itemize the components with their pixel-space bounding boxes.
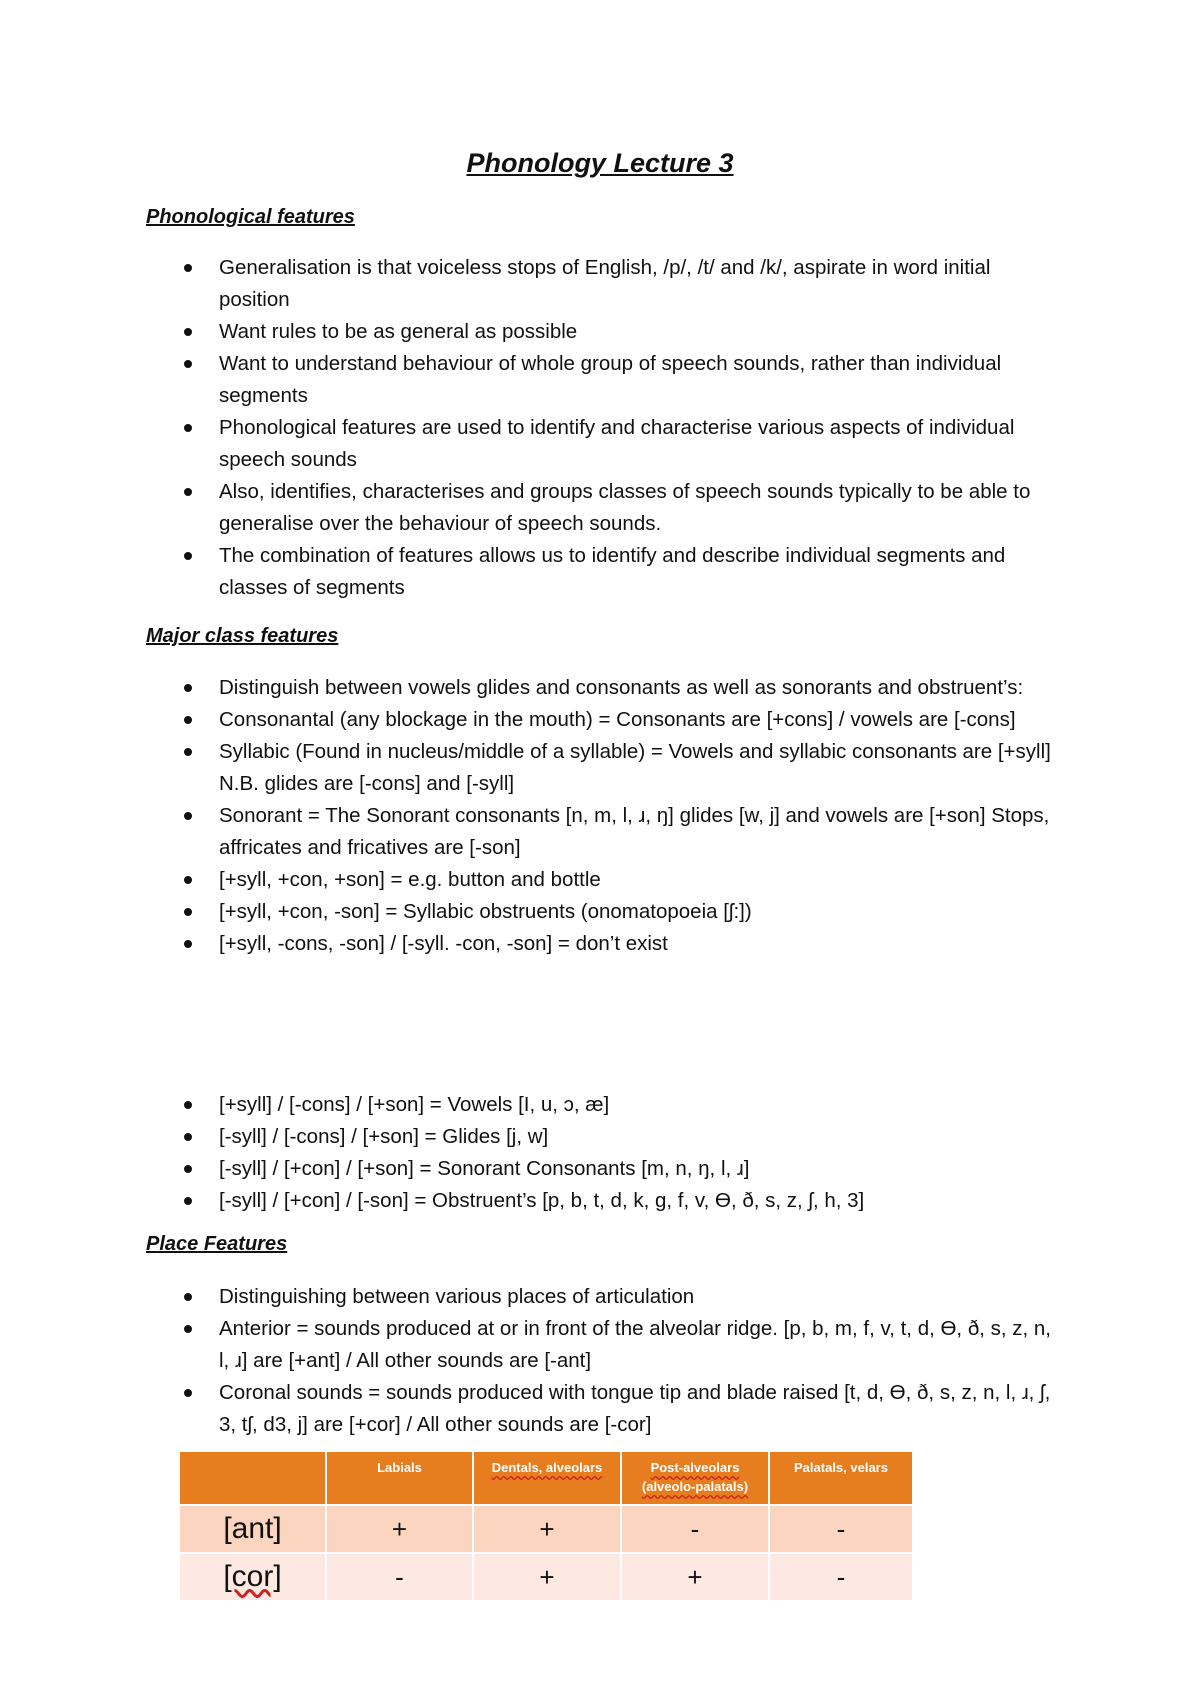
list-item: Generalisation is that voiceless stops of English, /p/, /t/ and /k/, aspirate in word initial position xyxy=(0,252,1200,316)
table-cell: + xyxy=(473,1505,621,1553)
list-item: Phonological features are used to identify and characterise various aspects of individual speech sounds xyxy=(0,412,1200,476)
list-item: Distinguish between vowels glides and consonants as well as sonorants and obstruent’s: xyxy=(0,672,1200,704)
section-heading-phonological-features: Phonological features xyxy=(146,206,355,228)
section-heading-major-class-features: Major class features xyxy=(146,625,339,647)
table-row-label: [ant] xyxy=(180,1505,326,1553)
list-item: [-syll] / [+con] / [-son] = Obstruent’s [p, b, t, d, k, g, f, v, ϴ, ð, s, z, ʃ, h, 3] xyxy=(0,1185,1200,1217)
list-item: Consonantal (any blockage in the mouth) = Consonants are [+cons] / vowels are [-cons] xyxy=(0,704,1200,736)
table-header-cell xyxy=(473,1452,621,1505)
table-cell: - xyxy=(621,1505,769,1553)
place-features-table xyxy=(180,1452,914,1600)
table-cell: - xyxy=(769,1505,913,1553)
table-header-cell xyxy=(180,1452,326,1505)
table-header-cell xyxy=(621,1452,769,1505)
list-item: [+syll, +con, -son] = Syllabic obstruents (onomatopoeia [ʃ:]) xyxy=(0,896,1200,928)
page-title: Phonology Lecture 3 xyxy=(466,148,734,178)
list-item: Want to understand behaviour of whole group of speech sounds, rather than individual segments xyxy=(0,348,1200,412)
table-cell: + xyxy=(473,1553,621,1600)
feature-class-list xyxy=(0,1089,1200,1217)
list-item: [-syll] / [+con] / [+son] = Sonorant Consonants [m, n, ŋ, l, ɹ] xyxy=(0,1153,1200,1185)
table-header-text: Post-alveolars (alveolo-palatals) xyxy=(641,1460,749,1494)
list-item: Distinguishing between various places of articulation xyxy=(0,1281,1200,1313)
table-row-label-text: [cor] xyxy=(223,1560,282,1593)
list-item: Also, identifies, characterises and groups classes of speech sounds typically to be able to generalise over the behaviour of speech sounds. xyxy=(0,476,1200,540)
table-header-cell: Labials xyxy=(326,1452,473,1505)
list-item: Coronal sounds = sounds produced with tongue tip and blade raised [t, d, ϴ, ð, s, z, n, l, ɹ, ʃ, 3, tʃ, d3, j] are [+cor] / All other sounds are [-cor] xyxy=(0,1377,1200,1441)
list-item: [-syll] / [-cons] / [+son] = Glides [j, w] xyxy=(0,1121,1200,1153)
phonological-features-list xyxy=(0,252,1200,604)
section-heading-place-features: Place Features xyxy=(146,1233,288,1255)
table-cell: - xyxy=(326,1553,473,1600)
table-header-row xyxy=(180,1452,913,1505)
list-item: Want rules to be as general as possible xyxy=(0,316,1200,348)
table-header-cell: Palatals, velars xyxy=(769,1452,913,1505)
table-cell: - xyxy=(769,1553,913,1600)
table-row xyxy=(180,1505,913,1553)
table-row-label xyxy=(180,1553,326,1600)
table-cell: + xyxy=(326,1505,473,1553)
list-item: [+syll] / [-cons] / [+son] = Vowels [I, u, ɔ, æ] xyxy=(0,1089,1200,1121)
place-features-list xyxy=(0,1281,1200,1441)
list-item: [+syll, +con, +son] = e.g. button and bottle xyxy=(0,864,1200,896)
list-item: Anterior = sounds produced at or in front of the alveolar ridge. [p, b, m, f, v, t, d, ϴ, ð, s, z, n, l, ɹ] are [+ant] / All other sounds are [-ant] xyxy=(0,1313,1200,1377)
list-item: [+syll, -cons, -son] / [-syll. -con, -son] = don’t exist xyxy=(0,928,1200,960)
list-item: The combination of features allows us to identify and describe individual segments and classes of segments xyxy=(0,540,1200,604)
list-item: Sonorant = The Sonorant consonants [n, m, l, ɹ, ŋ] glides [w, j] and vowels are [+son] Stops, affricates and fricatives are [-son] xyxy=(0,800,1200,864)
list-item: Syllabic (Found in nucleus/middle of a syllable) = Vowels and syllabic consonants are [+syll] N.B. glides are [-cons] and [-syll] xyxy=(0,736,1200,800)
table-row xyxy=(180,1553,913,1600)
table-cell: + xyxy=(621,1553,769,1600)
major-class-features-list xyxy=(0,672,1200,960)
table-header-text: Dentals, alveolars xyxy=(491,1460,603,1475)
